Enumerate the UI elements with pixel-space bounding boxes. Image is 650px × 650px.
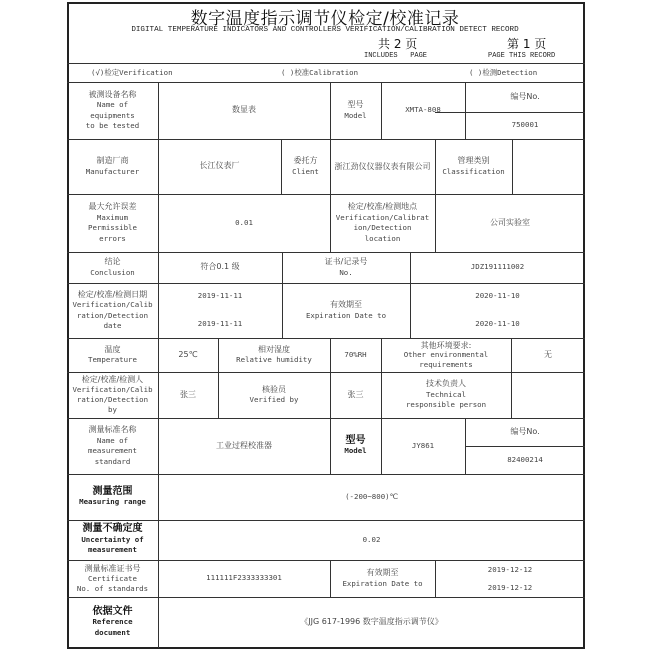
manufacturer-label-cn: 制造厂商 (96, 156, 129, 165)
std-cert-label-en: No. of standards (76, 583, 149, 593)
date-label (67, 283, 158, 338)
reference-field[interactable]: 《JJG 617-1996 数字温度指示调节仪》 (300, 617, 443, 627)
verifier-label-en: by (108, 405, 117, 414)
standard-label-en: standard (94, 456, 131, 466)
temperature-field[interactable]: 25℃ (178, 349, 198, 359)
other-env-label-en: requirements (419, 359, 473, 369)
temperature-label (67, 338, 158, 372)
tech-person-field[interactable] (511, 372, 585, 418)
classification-label-cn: 管理类别 (457, 156, 490, 165)
page-title: 数字温度指示调节仪检定/校准记录 (190, 9, 460, 29)
equipment-label-en: equipments (90, 110, 135, 120)
range-label (67, 474, 158, 520)
humidity-field[interactable]: 70%RH (344, 349, 367, 359)
checker-label-cn: 核验员 (262, 384, 286, 394)
verifier-field[interactable]: 张三 (180, 389, 196, 399)
humidity-label-cn: 相对湿度 (258, 344, 290, 354)
equipment-label-cn: 被测设备名称 (88, 89, 137, 99)
range-label-en: Measuring range (79, 497, 146, 506)
client-label (281, 139, 330, 194)
client-label-en: Client (292, 166, 319, 176)
date-label-cn: 检定/校准/检测日期 (77, 289, 148, 299)
standard-no-field[interactable]: 82400214 (507, 454, 543, 464)
std-expiration-field-2[interactable]: 2019-12-12 (487, 583, 533, 593)
uncertainty-label-en: Uncertainty of (81, 534, 144, 544)
verification-checkbox[interactable] (90, 64, 230, 82)
model-label-cn: 型号 (347, 100, 364, 109)
detection-checkbox[interactable] (468, 64, 583, 82)
std-cert-label (67, 560, 158, 597)
classification-field[interactable] (512, 139, 585, 194)
uncertainty-label-en: measurement (88, 545, 137, 555)
conclusion-label-en: Conclusion (90, 267, 135, 277)
cert-no-field[interactable]: JDZ191111002 (470, 262, 525, 272)
other-env-field[interactable]: 无 (544, 349, 552, 359)
standard-label (67, 418, 158, 474)
reference-label-cn: 依据文件 (92, 605, 133, 617)
tech-person-label-cn: 技术负责人 (426, 379, 466, 389)
standard-label-en: Name of (96, 435, 129, 445)
expiration-date-field[interactable]: 2020-11-10 (475, 290, 520, 300)
page-subtitle: DIGITAL TEMPERATURE INDICATORS AND CONTROLLERS VERIFICATION/CALIBRATION DETECT RECORD (131, 26, 519, 34)
standard-no-label: 编号No. (510, 426, 540, 436)
other-env-label (381, 338, 511, 372)
temperature-label-cn: 温度 (104, 344, 121, 354)
cert-no-label-cn: 证书/记录号 (324, 257, 368, 266)
mpe-label-cn: 最大允许误差 (88, 202, 137, 211)
std-expiration-label-en: Expiration Date to (342, 578, 423, 588)
equipment-name-field[interactable]: 数显表 (232, 105, 256, 115)
model-label-en: Model (344, 110, 367, 120)
uncertainty-label-cn: 测量不确定度 (82, 523, 143, 535)
location-label (330, 194, 435, 252)
range-field[interactable]: (-200~800)℃ (345, 491, 398, 501)
this-page-en: PAGE THIS RECORD (488, 52, 556, 60)
location-field[interactable]: 公司实验室 (490, 217, 530, 227)
conclusion-label-cn: 结论 (104, 257, 121, 266)
standard-label-en: measurement (88, 446, 137, 455)
this-page: 第 1 页 (507, 37, 547, 51)
serial-no-label: 编号No. (510, 91, 540, 101)
tech-person-label-en: Technical (425, 389, 467, 399)
verifier-label (67, 372, 158, 418)
verifier-label-cn: 检定/校准/检测人 (81, 375, 144, 384)
manufacturer-field[interactable]: 长江仪表厂 (199, 161, 240, 171)
expiration-label-cn: 有效期至 (330, 300, 362, 309)
verification-label: (√)检定Verification (91, 67, 173, 77)
humidity-label (218, 338, 330, 372)
std-expiration-label-cn: 有效期至 (366, 568, 399, 577)
standard-model-label-cn: 型号 (345, 434, 366, 446)
standard-name-field[interactable]: 工业过程校准器 (216, 440, 272, 450)
humidity-label-en: Relative humidity (236, 355, 312, 364)
std-expiration-field[interactable]: 2019-12-12 (487, 565, 533, 575)
std-cert-label-en: Certificate (88, 573, 137, 583)
other-env-label-cn: 其他环境要求: (420, 340, 472, 350)
checker-field[interactable]: 张三 (347, 389, 364, 399)
tech-person-label-en: responsible person (405, 400, 487, 410)
conclusion-label (67, 252, 158, 283)
location-label-en: location (364, 233, 401, 243)
equipment-label-en: to be tested (85, 121, 140, 130)
cert-no-label (282, 252, 410, 283)
total-pages: 共 2 页 (378, 37, 418, 51)
date-label-en: Verification/Calib (72, 300, 153, 309)
verification-date-field-2[interactable]: 2019-11-11 (197, 318, 243, 328)
classification-label-en: Classification (442, 166, 505, 176)
conclusion-field[interactable]: 符合0.1 级 (200, 262, 240, 272)
checker-label (218, 372, 330, 418)
verifier-label-en: ration/Detection (76, 395, 149, 404)
mpe-label-en: Permissible (88, 223, 137, 232)
expiration-label-en: Expiration Date to (305, 310, 387, 320)
calibration-label: ( )校准Calibration (281, 67, 359, 77)
equipment-label-en: Name of (96, 100, 129, 109)
uncertainty-label (67, 520, 158, 560)
other-env-label-en: Other environmental (403, 350, 489, 360)
standard-model-field[interactable]: JY861 (411, 440, 435, 450)
reference-label (67, 597, 158, 648)
date-label-en: ration/Detection (76, 310, 149, 320)
standard-label-cn: 测量标准名称 (88, 425, 137, 434)
mpe-field[interactable]: 0.01 (235, 217, 253, 227)
classification-label (435, 139, 512, 194)
location-label-en: Verification/Calibrat (335, 212, 430, 222)
cert-no-label-en: No. (339, 267, 353, 277)
equipment-label (67, 82, 158, 139)
std-cert-field[interactable]: 111111F2333333301 (206, 573, 282, 583)
model-label (330, 82, 381, 139)
date-label-en: date (103, 321, 122, 330)
serial-no-field[interactable]: 750001 (511, 120, 539, 130)
temperature-label-en: Temperature (88, 355, 137, 364)
mpe-label (67, 194, 158, 252)
range-label-cn: 测量范围 (92, 485, 133, 497)
client-label-cn: 委托方 (293, 156, 318, 165)
location-label-en: ion/Detection (353, 223, 412, 232)
mpe-label-en: Maximum (96, 212, 129, 222)
standard-model-label (330, 418, 381, 474)
reference-label-en: Reference (92, 617, 133, 627)
reference-label-en: document (94, 627, 131, 637)
std-expiration-label (330, 560, 435, 597)
detection-label: ( )检测Detection (469, 67, 538, 77)
manufacturer-label-en: Manufacturer (85, 166, 140, 176)
uncertainty-field[interactable]: 0.02 (362, 534, 381, 544)
calibration-checkbox[interactable] (280, 64, 420, 82)
verification-date-field[interactable]: 2019-11-11 (197, 290, 243, 300)
standard-model-label-en: Model (344, 446, 367, 455)
client-field[interactable]: 浙江劲仪仪器仪表有限公司 (334, 162, 431, 171)
manufacturer-label (67, 139, 158, 194)
location-label-cn: 检定/校准/检测地点 (347, 202, 418, 211)
verifier-label-en: Verification/Calib (72, 385, 153, 394)
expiration-label (282, 283, 410, 338)
total-pages-en: INCLUDES PAGE (364, 52, 428, 60)
expiration-date-field-2[interactable]: 2020-11-10 (475, 318, 520, 328)
std-cert-label-cn: 测量标准证书号 (84, 563, 141, 573)
checker-label-en: Verified by (249, 395, 299, 404)
mpe-label-en: errors (99, 233, 126, 243)
model-field[interactable]: XMTA-808 (405, 105, 441, 115)
tech-person-label (381, 372, 511, 418)
